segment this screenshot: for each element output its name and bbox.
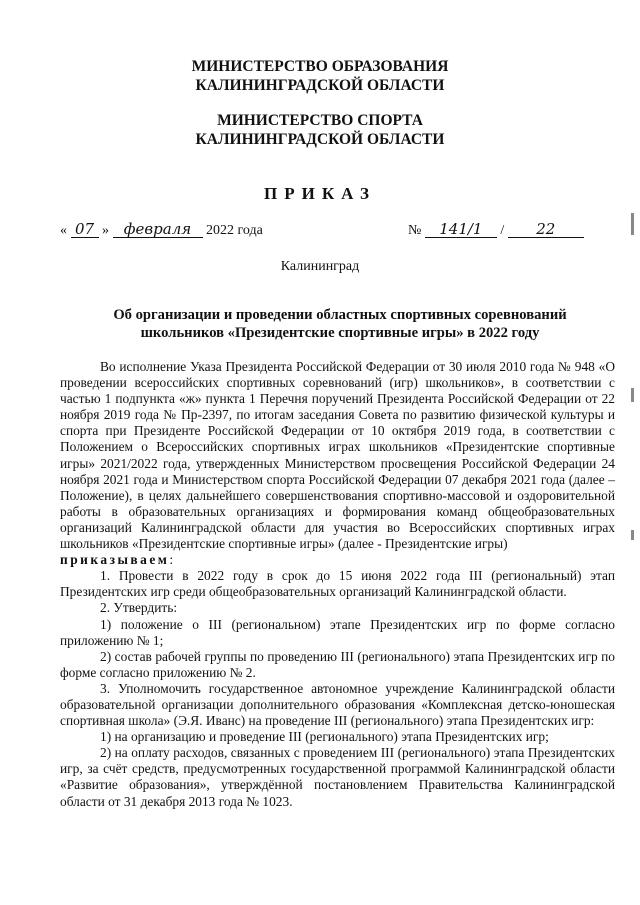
order-number — [408, 222, 584, 239]
intro-text: Во исполнение Указа Президента Российской Федерации от 30 июля 2010 года № 948 «О проведении всероссийских спортивных соревнований (игр) школьников», в соответствии с частью 1 подпункта «ж» пункта 1 Перечня поручений Президента Российской Федерации от 22 ноября 2019 года № Пр-2397, по итогам заседания Совета по развитию физической культуры и спорта при Президенте Российской Федерации от 10 октября 2019 года, в соответствии с Положением о Всероссийских спортивных играх школьников «Президентские спортивные игры» 2021/2022 года, утвержденных Министерством просвещения Российской Федерации 24 ноября 2021 года и Министерством спорта Российской Федерации 07 декабря 2021 года (далее – Положение), в целях дальнейшего совершенствования спортивно-массовой и оздоровительной работы в образовательных организациях и формирования команд общеобразовательных организаций Калининградской области для участия во Всероссийских спортивных играх школьников «Президентские спортивные игры» (далее - Президентские игры) — [60, 359, 615, 552]
number-sign: № — [408, 223, 422, 238]
ministry-education-line1: МИНИСТЕРСТВО ОБРАЗОВАНИЯ — [191, 58, 449, 75]
decree-word: приказываем — [60, 552, 170, 568]
number-value: 141/1 — [425, 222, 497, 238]
date-month: февраля — [113, 222, 203, 238]
order-title: ПРИКАЗ — [264, 184, 376, 203]
item-2-1: 1) положение о III (региональном) этапе Президентских игр по форме согласно приложению № 1; — [60, 616, 615, 648]
intro-paragraph — [60, 359, 615, 552]
city-name: Калининград — [280, 259, 360, 274]
date-open-quote: « — [60, 223, 67, 238]
item-1: 1. Провести в 2022 году в срок до 15 июня 2022 года III (региональный) этап Президентских игр среди общеобразовательных организаций Калининградской области. — [60, 568, 615, 600]
scan-margin-mark — [631, 388, 634, 402]
ministry-sport-line1: МИНИСТЕРСТВО СПОРТА — [217, 112, 423, 129]
ministry-education-line2: КАЛИНИНГРАДСКОЙ ОБЛАСТИ — [195, 77, 445, 94]
item-3-2: 2) на оплату расходов, связанных с проведением III (регионального) этапа Президентских игр, за счёт средств, предусмотренных государственной программой Калининградской области «Развитие образования», утверждённой постановлением Правительства Калининградской области от 31 декабря 2013 года № 1023. — [60, 745, 615, 809]
number-separator: / — [500, 223, 505, 238]
ministry-sport-line2: КАЛИНИНГРАДСКОЙ ОБЛАСТИ — [195, 131, 445, 148]
order-body — [60, 359, 615, 810]
item-3: 3. Уполномочить государственное автономное учреждение Калининградской области образовательной организации дополнительного образования «Комплексная детско-юношеская спортивная школа» (Э.Я. Иванс) на проведение III (регионального) этапа Президентских игр: — [60, 680, 615, 729]
ministry-sport-heading — [0, 111, 640, 149]
decree-colon: : — [169, 552, 174, 568]
date-year: 2022 года — [206, 223, 263, 238]
number-value-2: 22 — [508, 222, 584, 238]
subject-line1: Об организации и проведении областных спортивных соревнований — [113, 307, 567, 323]
date-close-quote: » — [102, 223, 109, 238]
scan-margin-mark — [631, 213, 634, 235]
scan-margin-mark — [631, 530, 634, 540]
item-3-1: 1) на организацию и проведение III (регионального) этапа Президентских игр; — [100, 729, 549, 745]
decree-line — [60, 552, 615, 568]
order-date — [60, 222, 263, 239]
item-2-2: 2) состав рабочей группы по проведению III (регионального) этапа Президентских игр по форме согласно приложению № 2. — [60, 648, 615, 680]
ministry-education-heading — [0, 57, 640, 95]
order-subject — [60, 306, 620, 342]
item-2: 2. Утвердить: — [100, 600, 178, 616]
subject-line2: школьников «Президентские спортивные игры» в 2022 году — [140, 325, 540, 341]
date-day: 07 — [71, 222, 99, 238]
